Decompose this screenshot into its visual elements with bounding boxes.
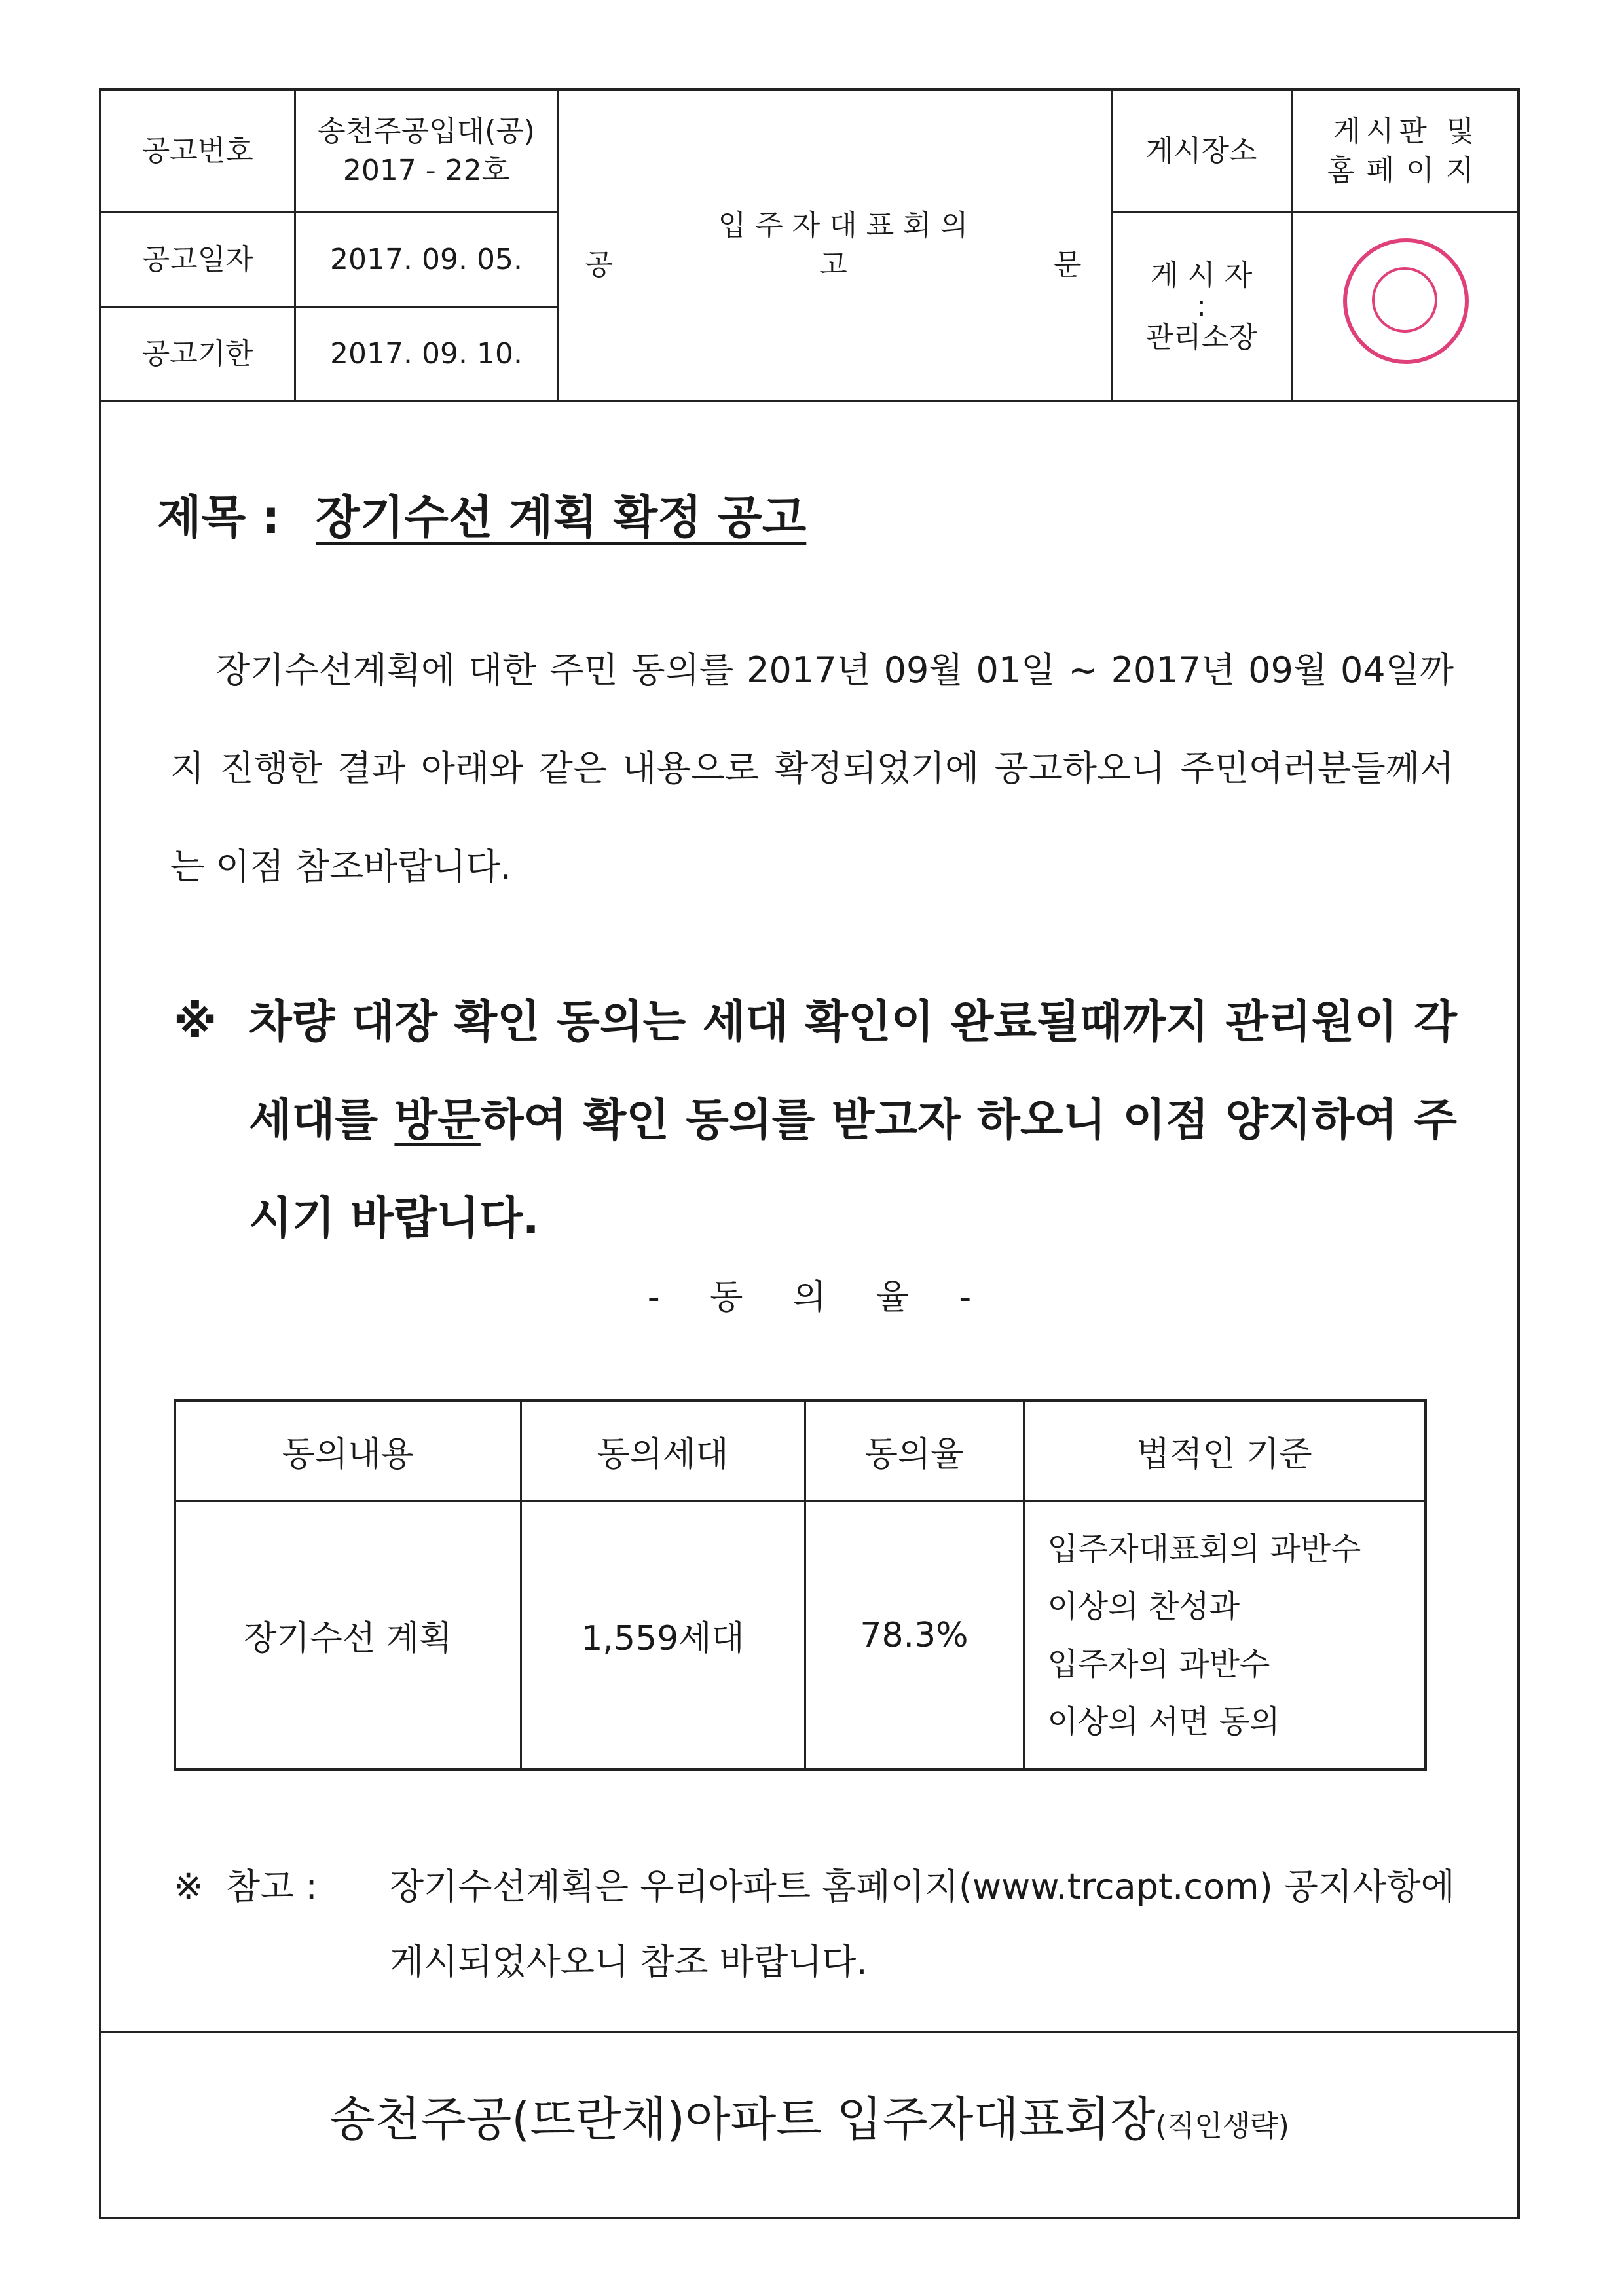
notice-title bbox=[558, 91, 1111, 401]
warning-notice bbox=[174, 974, 1457, 1268]
column-header: 동의내용 bbox=[175, 1400, 521, 1501]
official-seal-icon bbox=[1343, 238, 1469, 364]
table-row bbox=[175, 1501, 1426, 1770]
notice-title-word3: 문 bbox=[1053, 247, 1091, 282]
column-header: 동의세대 bbox=[521, 1400, 805, 1501]
warning-text-before: 차량 대장 확인 동의는 세대 확인이 완료될때까지 관리원이 각 세대를 bbox=[249, 996, 1457, 1146]
legal-criteria-cell bbox=[1024, 1501, 1426, 1770]
warning-body bbox=[249, 974, 1457, 1268]
warning-text-underlined: 방문 bbox=[394, 1095, 481, 1146]
criteria-line: 이상의 찬성과 bbox=[1047, 1588, 1240, 1625]
column-header: 동의율 bbox=[805, 1400, 1024, 1501]
notice-date-value: 2017. 09. 05. bbox=[295, 212, 558, 307]
consent-content-cell: 장기수선 계획 bbox=[175, 1501, 521, 1770]
notice-number-value bbox=[295, 91, 558, 212]
notice-title-word2: 고 bbox=[819, 247, 857, 282]
note-text: 장기수선계획은 우리아파트 홈페이지(www.trcapt.com) 공지사항에 게시되었사오니 참조 바랍니다. bbox=[390, 1866, 1455, 1982]
notice-title-line2 bbox=[585, 246, 1111, 284]
notice-deadline-value: 2017. 09. 10. bbox=[295, 307, 558, 401]
stamp-cell bbox=[1291, 212, 1520, 401]
body-paragraph-text: 장기수선계획에 대한 주민 동의를 2017년 09월 01일 ~ 2017년 09월 04일까지 진행한 결과 아래와 같은 내용으로 확정되었기에 공고하오니 주민여러분들께서는 이점 참조바랍니다. bbox=[170, 649, 1454, 887]
note-label: 참고 : bbox=[226, 1866, 318, 1907]
footer-divider bbox=[101, 2031, 1517, 2033]
notice-title-line1: 입주자대표회의 bbox=[718, 209, 978, 243]
posting-place-value bbox=[1291, 91, 1520, 212]
notice-deadline-label: 공고기한 bbox=[101, 307, 295, 401]
notice-date-label: 공고일자 bbox=[101, 212, 295, 307]
signature-text: 송천주공(뜨란채)아파트 입주자대표회장 bbox=[329, 2092, 1156, 2147]
footer-signature bbox=[101, 2081, 1517, 2149]
posting-place-line2: 홈페이지 bbox=[1327, 153, 1486, 187]
notice-number-line2: 2017 - 22호 bbox=[342, 153, 510, 187]
seal-omitted-text: (직인생략) bbox=[1155, 2109, 1289, 2143]
body-paragraph bbox=[170, 621, 1454, 916]
notice-title-word1: 공 bbox=[585, 247, 623, 282]
header-table bbox=[101, 91, 1520, 402]
poster-value: 관리소장 bbox=[1145, 320, 1257, 354]
column-header: 법적인 기준 bbox=[1024, 1400, 1426, 1501]
note-mark: ※ bbox=[174, 1866, 204, 1907]
posting-place-label: 게시장소 bbox=[1111, 91, 1291, 212]
warning-text-after: 하여 확인 동의를 받고자 하오니 이점 양지하여 주시기 바랍니다. bbox=[249, 1095, 1457, 1245]
criteria-line: 입주자의 과반수 bbox=[1047, 1645, 1270, 1683]
subject-label: 제목 : bbox=[157, 490, 280, 544]
poster-colon: : bbox=[1196, 289, 1206, 323]
notice-number-line1: 송천주공입대(공) bbox=[318, 115, 535, 149]
poster-cell bbox=[1111, 212, 1291, 401]
poster-label: 게 시 자 bbox=[1150, 259, 1253, 293]
consent-table bbox=[174, 1399, 1427, 1771]
consent-rate-cell: 78.3% bbox=[805, 1501, 1024, 1770]
table-header-row bbox=[175, 1400, 1426, 1501]
reference-mark: ※ bbox=[174, 996, 217, 1048]
notice-frame bbox=[99, 88, 1520, 2219]
subject-text: 장기수선 계획 확정 공고 bbox=[315, 490, 807, 544]
criteria-line: 입주자대표회의 과반수 bbox=[1047, 1530, 1361, 1567]
notice-number-label: 공고번호 bbox=[101, 91, 295, 212]
posting-place-line1: 게시판 및 bbox=[1333, 115, 1480, 149]
consent-households-cell: 1,559세대 bbox=[521, 1501, 805, 1770]
reference-note bbox=[174, 1849, 1457, 1999]
criteria-line: 이상의 서면 동의 bbox=[1047, 1703, 1280, 1740]
subject bbox=[157, 481, 806, 547]
consent-section-title: - 동 의 율 - bbox=[647, 1278, 972, 1317]
